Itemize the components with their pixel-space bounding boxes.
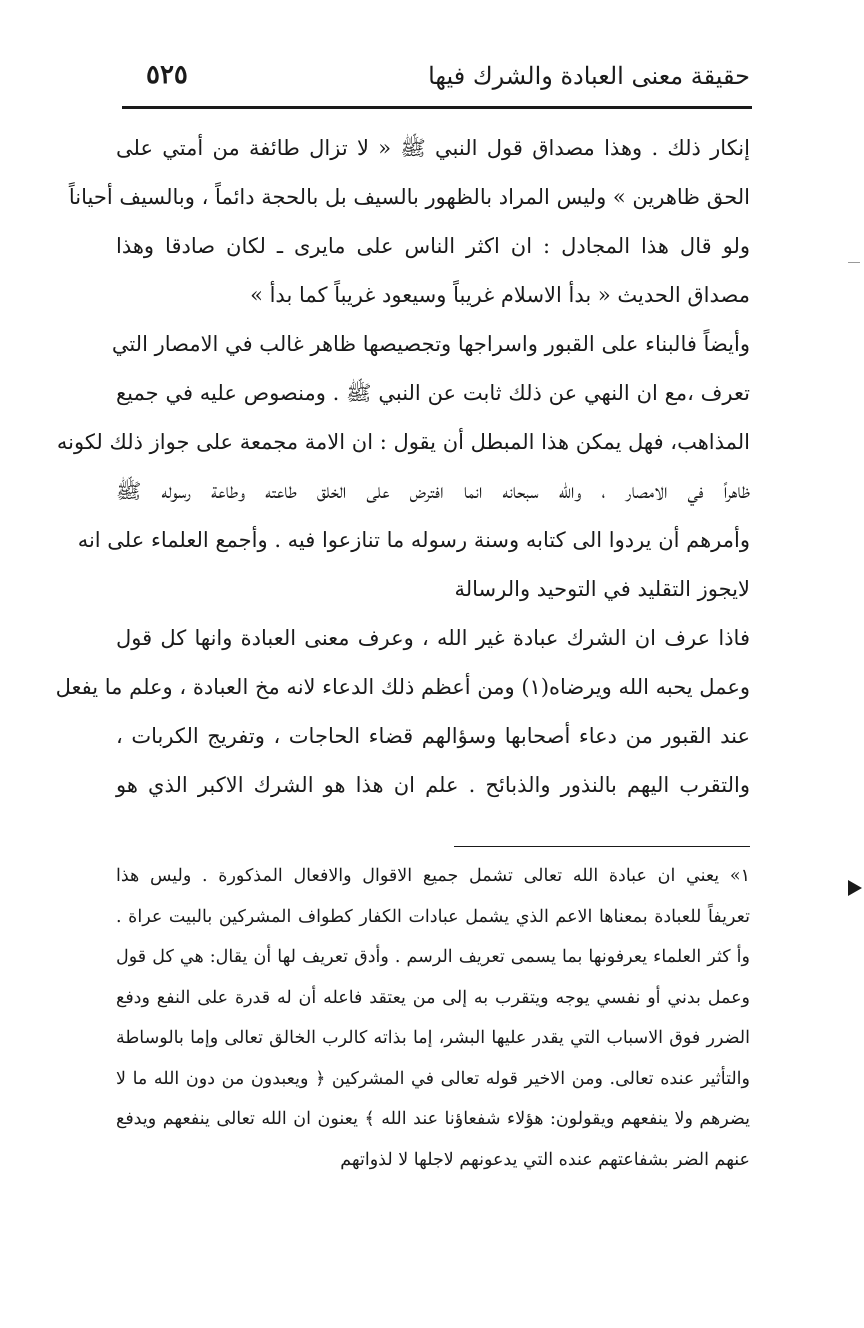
main-text (55, 124, 750, 810)
text-line: وأيضاً فالبناء على القبور واسراجها وتجصيصها ظاهر غالب في الامصار التي (111, 332, 750, 356)
footnote-line: تعريفاً للعبادة بمعناها الاعم الذي يشمل عبادات الكفار كطواف المشركين بالبيت عراة . (116, 906, 750, 927)
footnote-line: عنهم الضر بشفاعتهم عنده التي يدعونهم لاجلها لا لذواتهم (340, 1149, 750, 1170)
text-line: وعمل يحبه الله ويرضاه(١) ومن أعظم ذلك الدعاء لانه مخ العبادة ، وعلم ما يفعل (55, 675, 750, 699)
text-line: مصداق الحديث « بدأ الاسلام غريباً وسيعود غريباً كما بدأ » (250, 283, 750, 307)
text-line: المذاهب، فهل يمكن هذا المبطل أن يقول : ان الامة مجمعة على جواز ذلك لكونه (56, 430, 750, 454)
text-line: تعرف ،مع ان النهي عن ذلك ثابت عن النبي ﷺ . ومنصوص عليه في جميع (116, 381, 750, 405)
footnote-line: يضرهم ولا ينفعهم ويقولون: هؤلاء شفعاؤنا عند الله ﴾ يعنون ان الله تعالى ينفعهم ويدفع (116, 1109, 750, 1129)
footnote-separator (454, 846, 750, 847)
footnote-line: ١» يعني ان عبادة الله تعالى تشمل جميع الاقوال والافعال المذكورة . وليس هذا (116, 866, 750, 886)
footnote-line: وأ كثر العلماء يعرفونها بما يسمى تعريف الرسم . وأدق تعريف لها أن يقال: هي كل قول (116, 947, 750, 967)
page-header (120, 58, 750, 98)
text-line: لايجوز التقليد في التوحيد والرسالة (454, 577, 750, 601)
text-line: ظاهراً في الامصار ، والله سبحانه انما افترض على الخلق طاعته وطاعة رسوله ﷺ (116, 479, 750, 503)
running-title: حقيقة معنى العبادة والشرك فيها (428, 62, 750, 90)
text-line: الحق ظاهرين » وليس المراد بالظهور بالسيف بل بالحجة دائماً ، وبالسيف أحياناً (68, 185, 750, 209)
text-line: إنكار ذلك . وهذا مصداق قول النبي ﷺ « لا تزال طائفة من أمتي على (116, 136, 750, 160)
text-line: وأمرهم أن يردوا الى كتابه وسنة رسوله ما تنازعوا فيه . وأجمع العلماء على انه (77, 528, 750, 552)
header-rule (122, 106, 752, 109)
footnote-line: وعمل بدني أو نفسي يوجه ويتقرب به إلى من يعتقد فاعله أن له قدرة على النفع ودفع (116, 987, 750, 1008)
text-line: والتقرب اليهم بالنذور والذبائح . علم ان هذا هو الشرك الاكبر الذي هو (116, 773, 750, 797)
footnote-line: الضرر فوق الاسباب التي يقدر عليها البشر، إما بذاته كالرب الخالق تعالى وإما بالوساطة (116, 1028, 750, 1048)
arrow-right-icon (848, 880, 862, 896)
footnotes (116, 856, 750, 1180)
page-number: ٥٢٥ (146, 60, 188, 90)
margin-mark (848, 262, 860, 263)
text-line: فاذا عرف ان الشرك عبادة غير الله ، وعرف معنى العبادة وانها كل قول (116, 626, 750, 650)
footnote-line: والتأثير عنده تعالى. ومن الاخير قوله تعالى في المشركين ﴿ ويعبدون من دون الله ما لا (116, 1068, 750, 1089)
text-line: ولو قال هذا المجادل : ان اكثر الناس على مايرى ـ لكان صادقا وهذا (116, 234, 750, 258)
text-line: عند القبور من دعاء أصحابها وسؤالهم قضاء الحاجات ، وتفريج الكربات ، (116, 724, 750, 748)
